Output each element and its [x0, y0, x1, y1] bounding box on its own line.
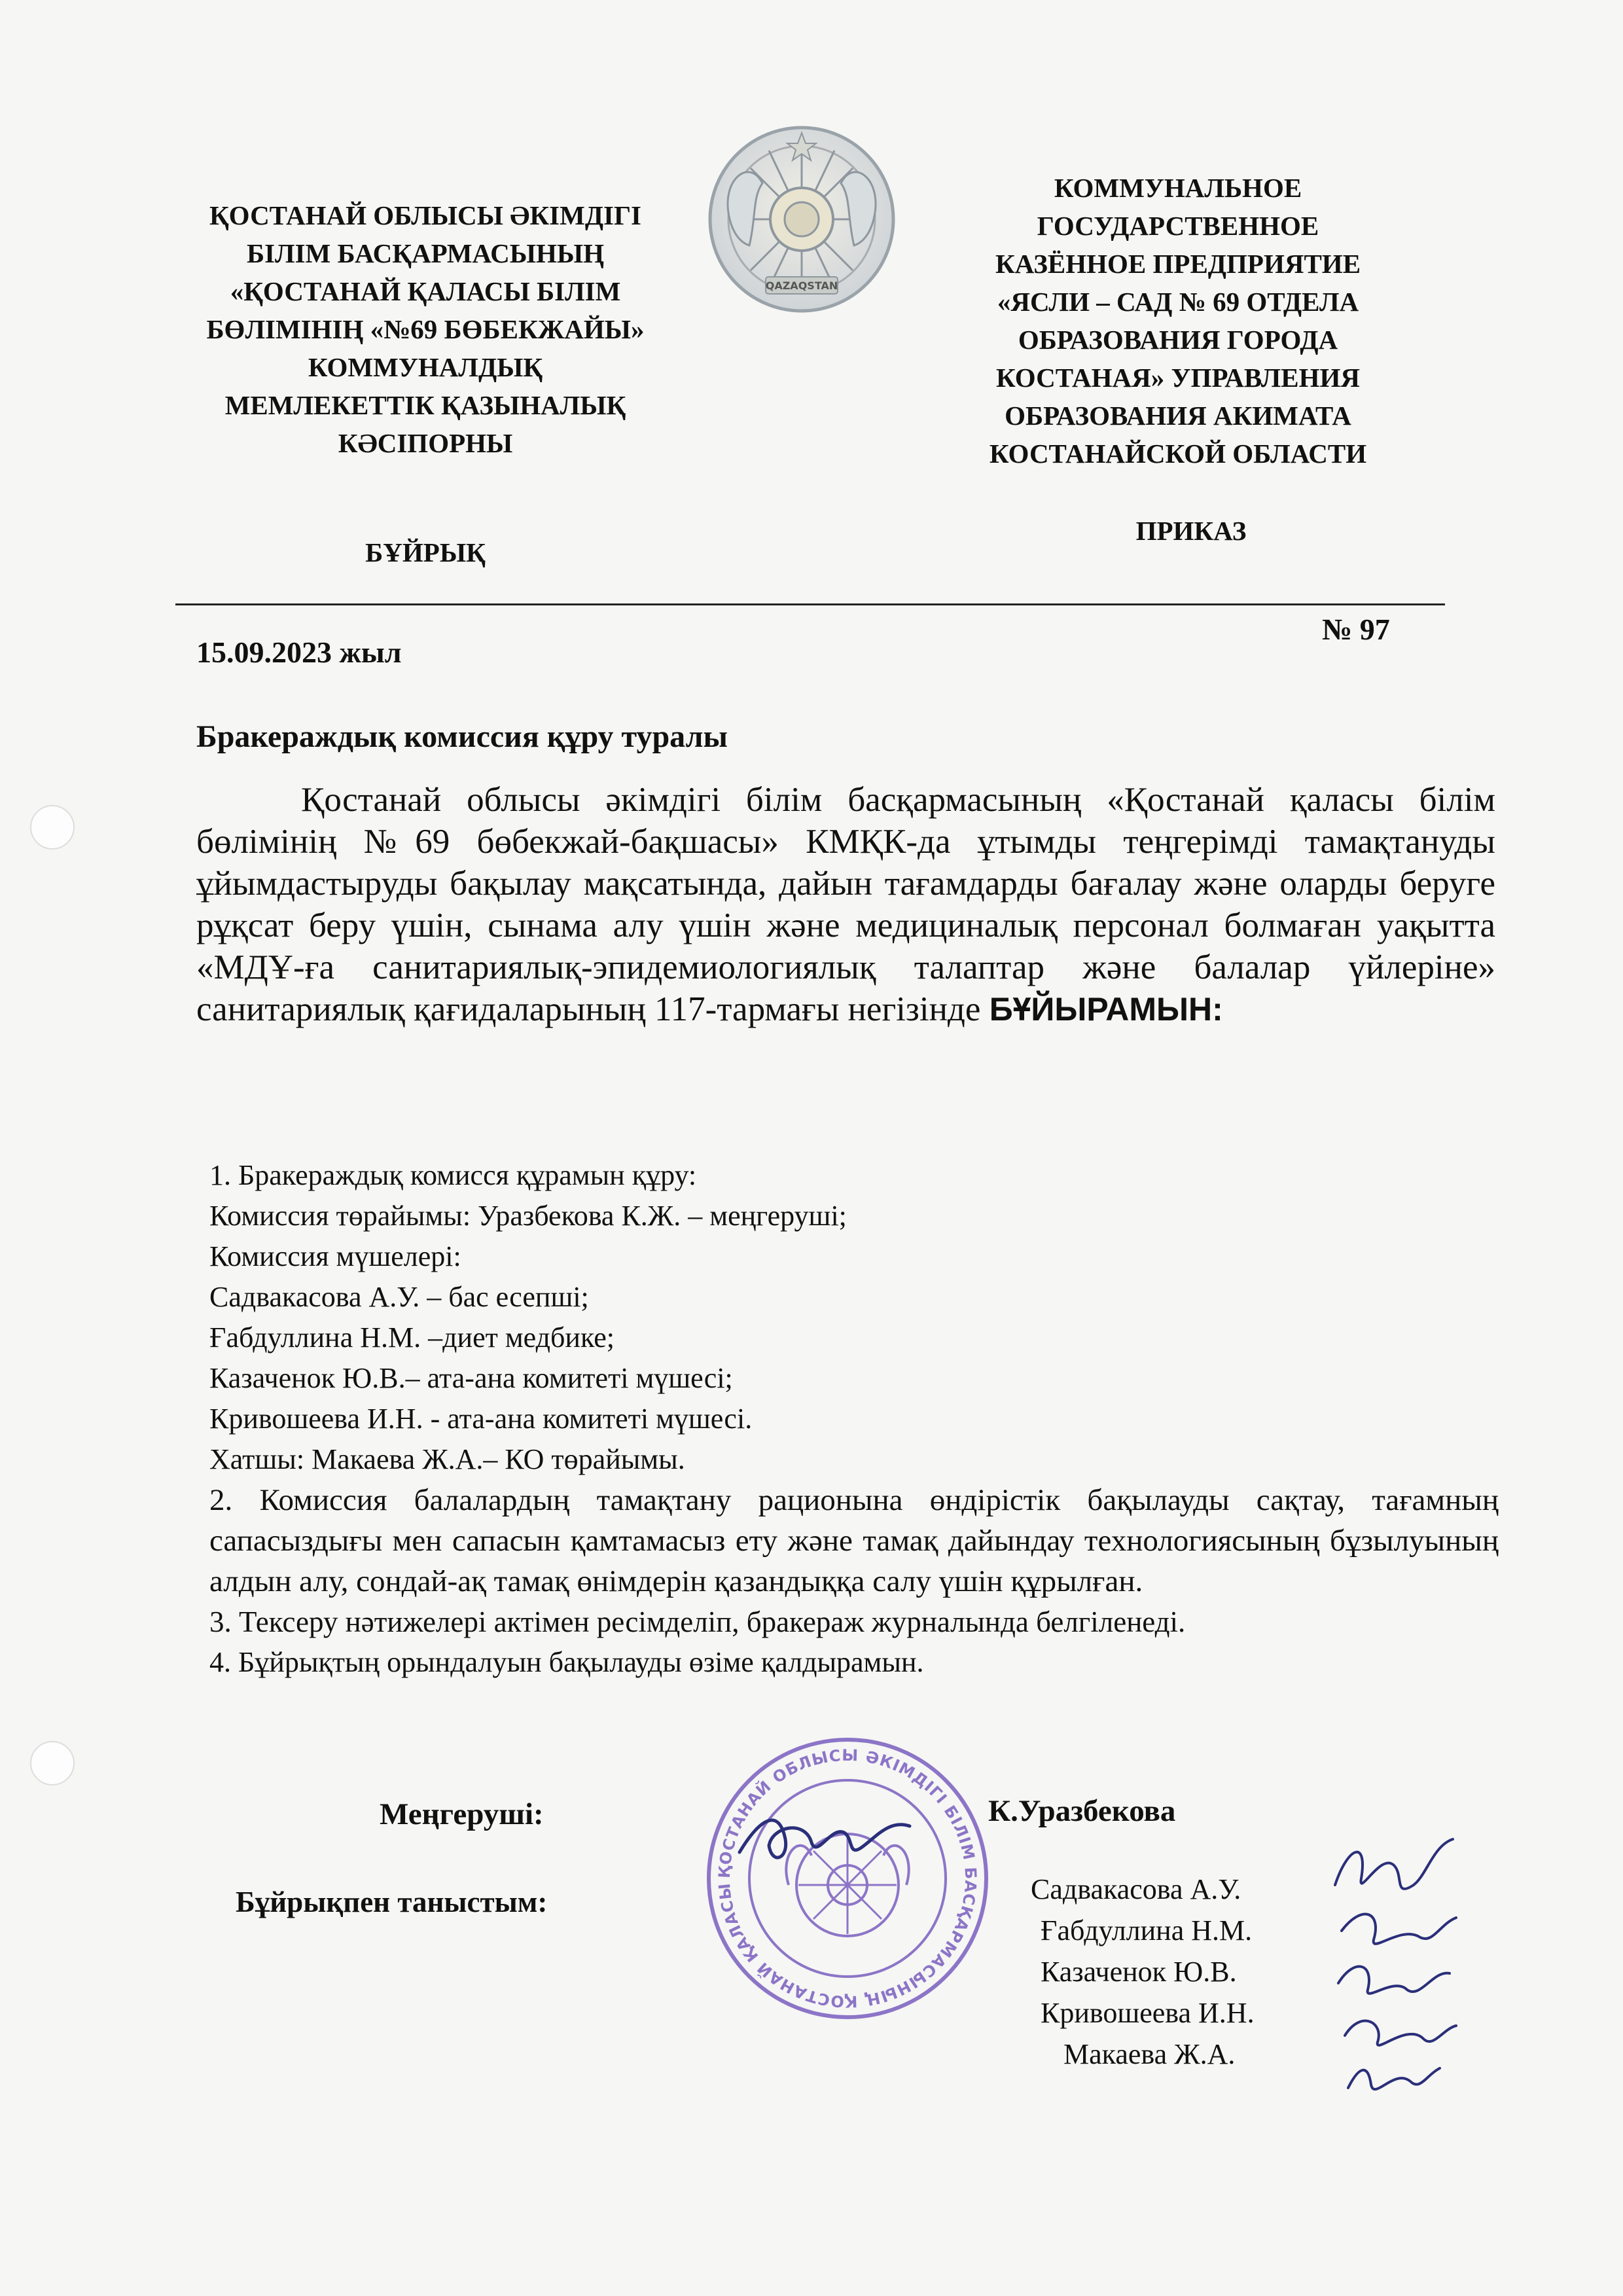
member: Казаченок Ю.В.– ата-ана комитеті мүшесі; [209, 1362, 733, 1394]
emblem-caption: QAZAQSTAN [765, 279, 838, 292]
member: Кривошеева И.Н. - ата-ана комитеті мүшесі. [209, 1403, 753, 1435]
preamble [196, 779, 1495, 1030]
header-left-line: КӘСІПОРНЫ [338, 428, 513, 458]
header-left-line: БӨЛІМІНІҢ «№69 БӨБЕКЖАЙЫ» [206, 314, 645, 344]
header-right [929, 169, 1427, 473]
director-position: Меңгеруші: [380, 1797, 544, 1831]
header-right-line: ОБРАЗОВАНИЯ ГОРОДА [1018, 325, 1338, 355]
emblem-icon [704, 121, 900, 317]
acquainted-name: Казаченок Ю.В. [1041, 1956, 1237, 1988]
stamp-text: ҚОСТАНАЙ ОБЛЫСЫ ӘКІМДІГІ БІЛІМ БАСҚАРМАСЫНЫҢ ҚОСТАНАЙ ҚАЛАСЫ [715, 1746, 980, 2011]
header-left-line: БІЛІМ БАСҚАРМАСЫНЫҢ [246, 238, 605, 268]
order-items [209, 1155, 1499, 1683]
acquainted-names [1031, 1869, 1255, 2075]
state-emblem [704, 121, 900, 317]
acquainted-label: Бұйрықпен таныстым: [236, 1886, 548, 1918]
header-right-line: ОБРАЗОВАНИЯ АКИМАТА [1005, 401, 1351, 431]
acquainted-name: Макаева Ж.А. [1063, 2038, 1236, 2070]
acquainted-name: Кривошеева И.Н. [1041, 1997, 1255, 2029]
header-left-line: МЕМЛЕКЕТТІК ҚАЗЫНАЛЫҚ [224, 390, 626, 420]
members-label: Комиссия мүшелері: [209, 1240, 461, 1272]
order-number: № 97 [1322, 613, 1390, 646]
header-right-line: КАЗЁННОЕ ПРЕДПРИЯТИЕ [995, 249, 1361, 279]
punch-hole-bottom [30, 1741, 75, 1785]
doc-type-ru: ПРИКАЗ [1135, 516, 1247, 546]
doc-type-kk: БҰЙРЫҚ [365, 537, 486, 567]
signature-icon [733, 1780, 916, 1885]
director-signature [733, 1780, 916, 1885]
header-right-line: ГОСУДАРСТВЕННОЕ [1037, 211, 1319, 241]
header-right-line: КОММУНАЛЬНОЕ [1054, 173, 1302, 203]
header-left-line: «ҚОСТАНАЙ ҚАЛАСЫ БІЛІМ [230, 276, 621, 306]
signatures-icon [1322, 1826, 1466, 2114]
order-word: БҰЙЫРАМЫН: [989, 991, 1223, 1028]
header-divider [175, 603, 1445, 605]
item-2: 2. Комиссия балалардың тамақтану рационына өндірістік бақылауды сақтау, тағамның сапасыздығы мен сапасын қамтамасыз ету және тамақ дайындау технологиясының бұзылуының алдын алу, сондай-ақ тамақ өнімдерін қазандыққа салу үшін құрылған. [209, 1483, 1499, 1598]
director-name: К.Уразбекова [988, 1794, 1176, 1828]
member-signatures [1322, 1826, 1466, 2114]
header-left [164, 196, 687, 462]
preamble-text: Қостанай облысы әкімдігі білім басқармасының «Қостанай қаласы білім бөлімінің №69 бөбекжай-бақшасы» КМҚК-да ұтымды теңгерімді тамақтануды ұйымдастыруды бақылау мақсатында, дайын тағамдарды бағалау және оларды беруге рұқсат беру үшін, сынама алу үшін және медициналық персонал болмаған уақытта «МДҰ-ға санитариялық-эпидемиологиялық талаптар және балалар үйлеріне» санитариялық қағидаларының 117-тармағы негізінде [196, 781, 1495, 1028]
header-left-line: КОММУНАЛДЫҚ [308, 352, 543, 382]
order-title: Бракераждық комиссия құру туралы [196, 719, 728, 754]
member: Ғабдуллина Н.М. –диет медбике; [209, 1321, 615, 1354]
header-left-line: ҚОСТАНАЙ ОБЛЫСЫ ӘКІМДІГІ [209, 200, 642, 230]
member: Садвакасова А.У. – бас есепші; [209, 1281, 589, 1313]
punch-hole-top [30, 805, 75, 850]
header-right-line: КОСТАНАЯ» УПРАВЛЕНИЯ [996, 363, 1360, 393]
item-1: 1. Бракераждық комисся құрамын құру: [209, 1159, 697, 1191]
order-date: 15.09.2023 жыл [196, 636, 402, 669]
header-right-line: КОСТАНАЙСКОЙ ОБЛАСТИ [989, 439, 1367, 469]
acquainted-name: Ғабдуллина Н.М. [1041, 1914, 1253, 1946]
item-4: 4. Бұйрықтың орындалуын бақылауды өзіме қалдырамын. [209, 1646, 924, 1678]
header-right-line: «ЯСЛИ – САД № 69 ОТДЕЛА [997, 287, 1359, 317]
item-3: 3. Тексеру нәтижелері актімен ресімделіп, бракераж журналында белгіленеді. [209, 1605, 1186, 1638]
acquainted-name: Садвакасова А.У. [1031, 1873, 1241, 1905]
commission-chair: Комиссия төрайымы: Уразбекова К.Ж. – меңгеруші; [209, 1200, 847, 1232]
secretary: Хатшы: Макаева Ж.А.– КО төрайымы. [209, 1443, 685, 1475]
